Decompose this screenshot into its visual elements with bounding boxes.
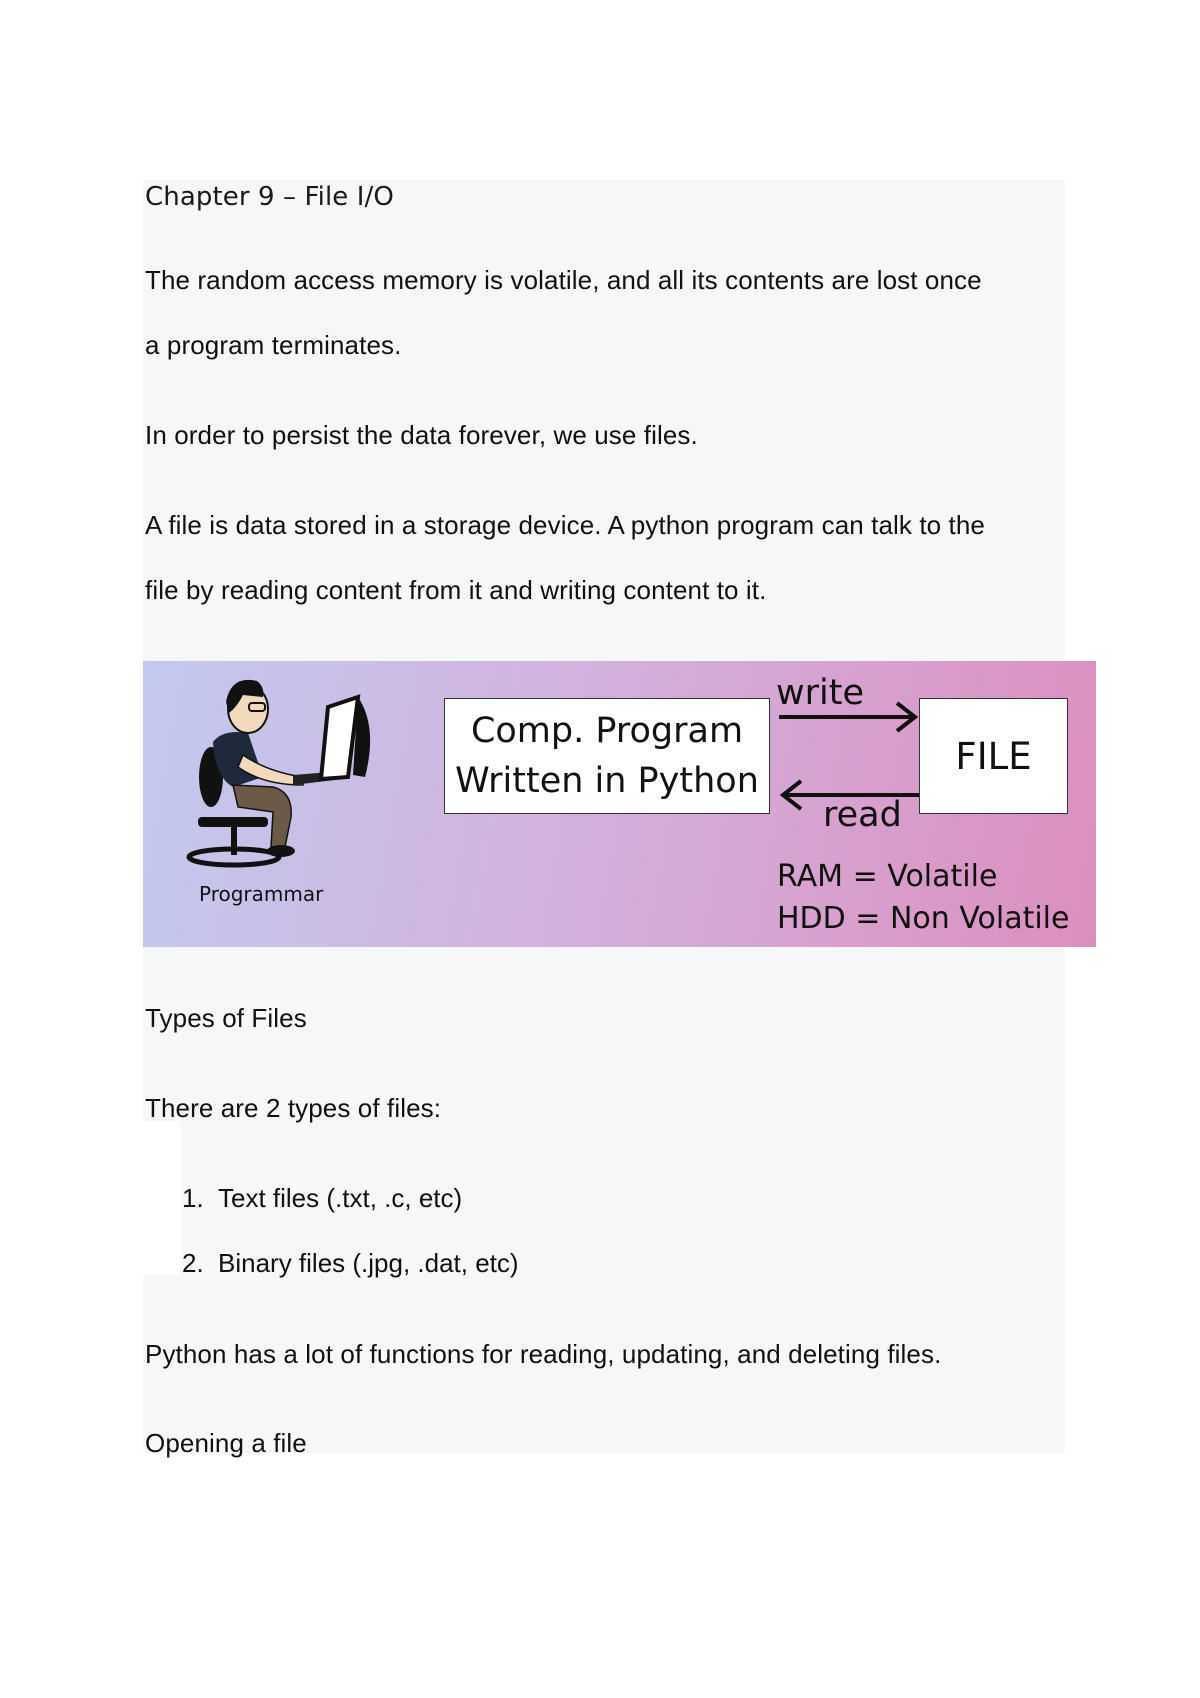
paragraph-persist: In order to persist the data forever, we use files. — [145, 420, 698, 450]
file-box — [919, 698, 1068, 814]
list-item-number: 2. — [182, 1248, 204, 1278]
read-label: read — [823, 795, 902, 835]
write-label: write — [776, 673, 864, 713]
python-functions-note: Python has a lot of functions for reading, updating, and deleting files. — [145, 1339, 942, 1369]
programmer-illustration — [153, 667, 383, 877]
list-item-binary-files: Binary files (.jpg, .dat, etc) — [218, 1248, 519, 1278]
program-box — [444, 698, 770, 814]
paragraph-file-line1: A file is data stored in a storage device. A python program can talk to the — [145, 510, 985, 540]
program-box-line2: Written in Python — [455, 761, 759, 801]
list-item-text-files: Text files (.txt, .c, etc) — [218, 1183, 463, 1213]
types-of-files-heading: Types of Files — [145, 1003, 307, 1033]
paragraph-ram-line1: The random access memory is volatile, and all its contents are lost once — [145, 265, 982, 295]
opening-file-heading: Opening a file — [145, 1428, 307, 1458]
file-io-diagram — [143, 661, 1096, 947]
chapter-heading: Chapter 9 – File I/O — [145, 182, 394, 212]
paragraph-file-line2: file by reading content from it and writing content to it. — [145, 575, 767, 605]
file-box-label: FILE — [955, 734, 1032, 778]
list-item-number: 1. — [182, 1183, 204, 1213]
types-intro: There are 2 types of files: — [145, 1093, 442, 1123]
hdd-note: HDD = Non Volatile — [777, 901, 1070, 936]
program-box-line1: Comp. Program — [470, 711, 744, 751]
ram-note: RAM = Volatile — [777, 859, 998, 894]
programmer-label: Programmar — [199, 882, 324, 906]
paragraph-ram-line2: a program terminates. — [145, 330, 402, 360]
